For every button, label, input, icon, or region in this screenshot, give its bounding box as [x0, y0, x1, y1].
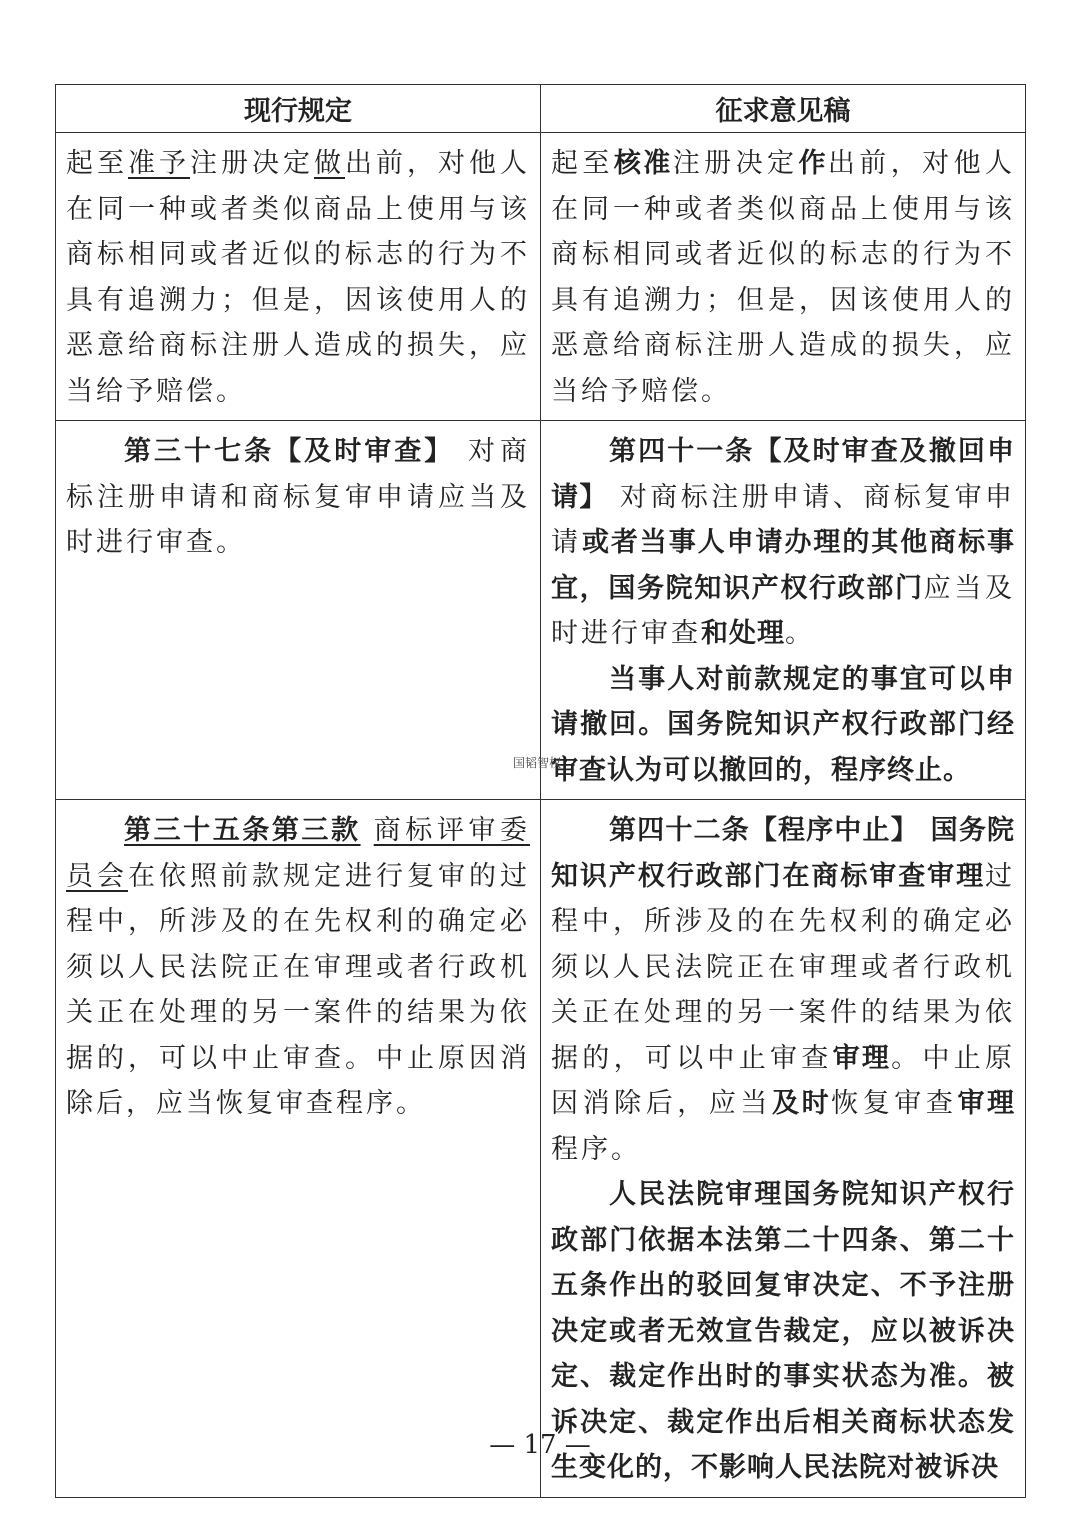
row3-right-paragraph-1: 第四十二条【程序中止】 国务院知识产权行政部门在商标审查审理过程中，所涉及的在先权利的确定必须以人民法院正在审理或者行政机关正在处理的另一案件的结果为依据的，可以中止审查审理。中止原因消除后，应当及时恢复审查审理程序。	[551, 815, 1016, 1165]
header-draft-for-comment: 征求意见稿	[541, 85, 1026, 133]
watermark: 国韬智权	[513, 756, 562, 770]
row2-left-cell	[56, 421, 541, 800]
row1-right-cell	[541, 133, 1026, 421]
article-heading: 第三十七条【及时审查】	[124, 436, 455, 467]
row2-right-paragraph-2: 当事人对前款规定的事宜可以申请撤回。国务院知识产权行政部门经审查认为可以撤回的，程序终止。	[551, 663, 1015, 786]
bold-text: 国务院知识产权行政部门在商标审查审理	[551, 815, 1015, 892]
row3-right-cell	[541, 800, 1026, 1498]
article-heading: 第四十二条【程序中止】	[609, 815, 919, 846]
table-row	[56, 421, 1026, 800]
row3-left-cell	[56, 800, 541, 1498]
bold-text: 审理	[832, 1042, 892, 1074]
row1-left-paragraph: 起至准予注册决定做出前，对他人在同一种或者类似商品上使用与该商标相同或者近似的标志的行为不具有追溯力；但是，因该使用人的恶意给商标注册人造成的损失，应当给予赔偿。	[66, 148, 530, 407]
bold-text: 审理	[957, 1088, 1016, 1119]
header-current-rules: 现行规定	[56, 85, 541, 133]
bold-text: 作	[798, 148, 828, 179]
bold-text: 和处理	[701, 618, 785, 649]
page-number: — 17 —	[489, 1430, 591, 1460]
row3-right-paragraph-2: 人民法院审理国务院知识产权行政部门依据本法第二十四条、第二十五条作出的驳回复审决定、不予注册决定或者无效宣告裁定，应以被诉决定、裁定作出时的事实状态为准。被诉决定、裁定作出后相关商标状态发生变化的，不影响人民法院对被诉决	[551, 1179, 1015, 1483]
comparison-table	[55, 84, 1026, 1498]
underlined-text: 准予	[128, 148, 190, 179]
underlined-text: 做	[314, 148, 345, 179]
article-heading: 第四十一条【及时审查及撤回申请】	[551, 436, 1015, 513]
row1-right-paragraph: 起至核准注册决定作出前，对他人在同一种或者类似商品上使用与该商标相同或者近似的标志的行为不具有追溯力；但是，因该使用人的恶意给商标注册人造成的损失，应当给予赔偿。	[551, 148, 1016, 407]
table-row	[56, 133, 1026, 421]
bold-text: 及时	[772, 1088, 832, 1119]
row1-left-cell	[56, 133, 541, 421]
row2-left-paragraph: 第三十七条【及时审查】 对商标注册申请和商标复审申请应当及时进行审查。	[66, 436, 530, 558]
row3-left-paragraph: 第三十五条第三款 商标评审委员会在依照前款规定进行复审的过程中，所涉及的在先权利的确定必须以人民法院正在审理或者行政机关正在处理的另一案件的结果为依据的，可以中止审查。中止原因消除后，应当恢复审查程序。	[66, 815, 530, 1119]
row2-right-paragraph-1: 第四十一条【及时审查及撤回申请】 对商标注册申请、商标复审申请或者当事人申请办理的其他商标事宜，国务院知识产权行政部门应当及时进行审查和处理。	[551, 436, 1016, 649]
table-header-row	[56, 85, 1026, 133]
bold-text: 核准	[613, 148, 673, 179]
row2-right-cell	[541, 421, 1026, 800]
bold-text: 或者当事人申请办理的其他商标事宜，国务院知识产权行政部门	[551, 527, 1016, 604]
underlined-text: 商标评审委员会	[66, 815, 530, 892]
article-heading: 第三十五条第三款	[124, 815, 361, 846]
table-row	[56, 800, 1026, 1498]
